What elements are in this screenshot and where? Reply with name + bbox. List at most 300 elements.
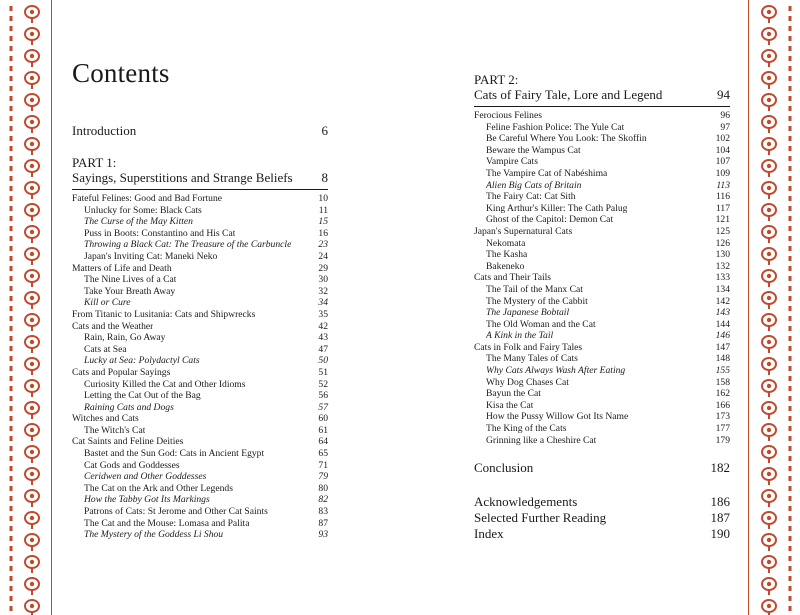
toc-subentry[interactable] [474, 261, 730, 273]
border-dash [10, 176, 13, 181]
border-dash [10, 456, 13, 461]
toc-entry-label: Cats and the Weather [72, 320, 154, 332]
toc-subentry[interactable] [474, 296, 730, 308]
border-dash [10, 256, 13, 261]
border-dash [789, 386, 792, 391]
border-dash [789, 486, 792, 491]
eye-motif [25, 446, 39, 463]
border-dash [789, 126, 792, 131]
part2-title-row[interactable] [474, 87, 730, 107]
eye-motif [762, 226, 776, 243]
eye-motif [25, 182, 39, 199]
border-dash [789, 286, 792, 291]
eye-motif-pattern-left [0, 0, 52, 615]
toc-entry-label: Grinning like a Cheshire Cat [486, 434, 597, 446]
eye-motif [25, 402, 39, 419]
toc-subentry[interactable] [72, 518, 328, 530]
toc-entry-label: The Mystery of the Goddess Li Shou [84, 529, 224, 541]
toc-section-entry[interactable] [474, 342, 730, 354]
border-dash [10, 266, 13, 271]
eye-motif [762, 424, 776, 441]
toc-section-entry[interactable] [474, 110, 730, 122]
toc-subentry[interactable] [474, 319, 730, 331]
eye-motif [25, 94, 39, 111]
eye-motif [762, 512, 776, 529]
toc-subentry[interactable] [474, 330, 730, 342]
border-dash [10, 376, 13, 381]
toc-entry-page: 143 [715, 307, 730, 319]
border-dash [10, 156, 13, 161]
eye-motif [25, 578, 39, 595]
toc-entry-label: Puss in Boots: Constantino and His Cat [84, 227, 236, 239]
toc-subentry[interactable] [72, 251, 328, 263]
toc-entry-label: Why Dog Chases Cat [486, 376, 569, 388]
border-dash [789, 136, 792, 141]
toc-subentry[interactable] [474, 423, 730, 435]
eye-motif [25, 204, 39, 221]
part2-title: Cats of Fairy Tale, Lore and Legend [474, 87, 663, 102]
border-dash [10, 306, 13, 311]
toc-entry-page: 6 [321, 123, 328, 138]
border-dash [789, 106, 792, 111]
border-dash [10, 556, 13, 561]
toc-entry-label: The Old Woman and the Cat [486, 318, 596, 330]
toc-entry-page: 56 [318, 390, 328, 402]
part1-title: Sayings, Superstitions and Strange Beliefs [72, 170, 293, 185]
border-dash [789, 326, 792, 331]
border-dash [10, 356, 13, 361]
border-dash [10, 46, 13, 51]
border-dash [789, 426, 792, 431]
toc-entry-label: Patrons of Cats: St Jerome and Other Cat Saints [84, 506, 268, 518]
eye-motif [762, 402, 776, 419]
border-dash [10, 86, 13, 91]
border-dash [789, 316, 792, 321]
border-dash [789, 96, 792, 101]
toc-section-entry[interactable] [72, 309, 328, 321]
eye-motif [25, 512, 39, 529]
toc-subentry[interactable] [72, 506, 328, 518]
part1-heading [72, 155, 328, 190]
toc-subentry[interactable] [72, 494, 328, 506]
toc-entry-label: Japan's Inviting Cat: Maneki Neko [84, 250, 218, 262]
toc-subentry[interactable] [72, 228, 328, 240]
toc-section-entry[interactable] [72, 193, 328, 205]
border-dash [10, 566, 13, 571]
border-dash [789, 276, 792, 281]
eye-motif [762, 72, 776, 89]
eye-motif [762, 270, 776, 287]
eye-motif [25, 556, 39, 573]
border-dash [789, 146, 792, 151]
toc-entry-label: Cats and Popular Sayings [72, 366, 171, 378]
toc-entry-page: 166 [715, 399, 730, 411]
border-dash [789, 206, 792, 211]
border-dash [789, 356, 792, 361]
backmatter-list [474, 494, 730, 542]
toc-entry-page: 142 [715, 295, 730, 307]
toc-entry-label: Why Cats Always Wash After Eating [486, 365, 626, 377]
eye-motif [25, 116, 39, 133]
toc-subentry[interactable] [474, 377, 730, 389]
toc-entry-page: 126 [715, 237, 730, 249]
toc-entry-label: From Titanic to Lusitania: Cats and Shipwrecks [72, 308, 256, 320]
toc-section-entry[interactable] [474, 272, 730, 284]
toc-subentry[interactable] [72, 286, 328, 298]
border-dash [789, 46, 792, 51]
toc-subentry[interactable] [72, 274, 328, 286]
toc-entry-page: 29 [318, 262, 328, 274]
toc-entry-label: The Curse of the May Kitten [84, 216, 193, 228]
toc-entry-page: 15 [318, 216, 328, 228]
border-dash [789, 346, 792, 351]
border-dash [10, 136, 13, 141]
toc-subentry[interactable] [72, 460, 328, 472]
toc-entry-label: Raining Cats and Dogs [84, 401, 174, 413]
eye-motif [25, 6, 39, 23]
toc-entry-label: The Nine Lives of a Cat [84, 274, 177, 286]
eye-motif [25, 380, 39, 397]
border-dash [10, 536, 13, 541]
border-dash [10, 406, 13, 411]
border-dash [789, 246, 792, 251]
border-dash [10, 186, 13, 191]
toc-entry-label: Matters of Life and Death [72, 262, 172, 274]
border-dash [789, 296, 792, 301]
toc-subentry[interactable] [474, 388, 730, 400]
border-dash [789, 236, 792, 241]
border-dash [789, 466, 792, 471]
toc-entry-page: 155 [715, 365, 730, 377]
toc-entry-page: 50 [318, 355, 328, 367]
border-dash [789, 156, 792, 161]
border-dash [10, 26, 13, 31]
border-dash [789, 416, 792, 421]
border-dash [10, 106, 13, 111]
eye-motif [25, 600, 39, 615]
toc-entry-label: The Witch's Cat [84, 424, 146, 436]
toc-entry-label: Throwing a Black Cat: The Treasure of the Carbuncle [84, 239, 292, 251]
eye-motif [762, 446, 776, 463]
border-dash [10, 36, 13, 41]
border-dash [789, 116, 792, 121]
toc-entry-label: Cat Gods and Goddesses [84, 459, 180, 471]
toc-entry-label: The Many Tales of Cats [486, 353, 578, 365]
border-dash [789, 476, 792, 481]
eye-motif [25, 28, 39, 45]
toc-entry-page: 121 [715, 214, 730, 226]
border-dash [789, 166, 792, 171]
toc-subentry[interactable] [72, 471, 328, 483]
toc-entry-page: 51 [318, 366, 328, 378]
border-dash [10, 166, 13, 171]
border-dash [10, 116, 13, 121]
eye-motif [762, 578, 776, 595]
border-dash [10, 216, 13, 221]
border-dash [789, 376, 792, 381]
toc-entry-page: 83 [318, 506, 328, 518]
border-dash [789, 186, 792, 191]
toc-entry-page: 64 [318, 436, 328, 448]
eye-motif [762, 556, 776, 573]
toc-subentry[interactable] [474, 180, 730, 192]
toc-subentry[interactable] [72, 379, 328, 391]
toc-entry-page: 187 [710, 510, 730, 526]
toc-subentry[interactable] [72, 402, 328, 414]
toc-subentry[interactable] [72, 425, 328, 437]
border-dash [10, 276, 13, 281]
toc-conclusion-entry[interactable] [474, 460, 730, 476]
toc-subentry[interactable] [474, 365, 730, 377]
part2-label: PART 2: [474, 72, 519, 87]
toc-backmatter-entry[interactable] [474, 510, 730, 526]
part1-title-row[interactable] [72, 170, 328, 190]
border-dash [10, 596, 13, 601]
border-dash [10, 96, 13, 101]
border-dash [789, 596, 792, 601]
toc-entry-label: Kill or Cure [84, 297, 131, 309]
toc-subentry[interactable] [72, 205, 328, 217]
border-dash [789, 406, 792, 411]
toc-entry-label: Curiosity Killed the Cat and Other Idioms [84, 378, 246, 390]
toc-subentry[interactable] [474, 400, 730, 412]
eye-motif [762, 336, 776, 353]
toc-entry-label: Fateful Felines: Good and Bad Fortune [72, 193, 223, 204]
border-dash [10, 466, 13, 471]
toc-entry-label: Conclusion [474, 460, 534, 476]
eye-motif [762, 380, 776, 397]
toc-entry-page: 47 [318, 343, 328, 355]
toc-entry-page: 104 [715, 144, 730, 156]
border-dash [789, 456, 792, 461]
border-dash [789, 576, 792, 581]
eye-motif [25, 50, 39, 67]
eye-motif [762, 94, 776, 111]
toc-entry-label: Take Your Breath Away [84, 285, 176, 297]
border-dash [789, 6, 792, 11]
eye-motif-pattern-right [749, 0, 800, 615]
toc-entry-page: 80 [318, 482, 328, 494]
toc-entry-label: Beware the Wampus Cat [486, 144, 581, 156]
toc-section-entry[interactable] [72, 321, 328, 333]
border-dash [789, 196, 792, 201]
border-dash [10, 486, 13, 491]
toc-entry-label: Nekomata [486, 237, 526, 249]
border-dash [789, 366, 792, 371]
toc-entry-label: Rain, Rain, Go Away [84, 332, 166, 344]
toc-section-entry[interactable] [474, 226, 730, 238]
toc-subentry[interactable] [72, 448, 328, 460]
toc-subentry[interactable] [72, 483, 328, 495]
toc-entry-page: 146 [715, 330, 730, 342]
eye-motif [25, 314, 39, 331]
toc-subentry[interactable] [474, 238, 730, 250]
toc-entry-page: 109 [715, 167, 730, 179]
toc-subentry[interactable] [474, 249, 730, 261]
toc-entry-label: Cats in Folk and Fairy Tales [474, 341, 583, 353]
toc-entry-page: 144 [715, 318, 730, 330]
toc-entry-label: The Cat on the Ark and Other Legends [84, 482, 233, 494]
toc-entry-page: 97 [720, 121, 730, 133]
toc-subentry[interactable] [474, 214, 730, 226]
toc-entry-page: 113 [716, 179, 730, 191]
eye-motif [25, 248, 39, 265]
toc-intro-entry[interactable] [72, 123, 328, 139]
toc-subentry[interactable] [72, 297, 328, 309]
toc-subentry[interactable] [474, 307, 730, 319]
toc-subentry[interactable] [474, 203, 730, 215]
eye-motif [25, 490, 39, 507]
toc-subentry[interactable] [474, 156, 730, 168]
border-dash [10, 6, 13, 11]
toc-entry-page: 32 [318, 285, 328, 297]
toc-entry-page: 177 [715, 423, 730, 435]
border-dash [10, 436, 13, 441]
toc-entry-page: 102 [715, 133, 730, 145]
border-dash [789, 556, 792, 561]
eye-motif [25, 226, 39, 243]
toc-entry-label: The Kasha [486, 249, 528, 261]
border-dash [789, 446, 792, 451]
toc-subentry[interactable] [72, 529, 328, 541]
toc-subentry[interactable] [474, 122, 730, 134]
toc-entry-label: Ghost of the Capitol: Demon Cat [486, 214, 614, 226]
eye-motif [762, 248, 776, 265]
toc-entry-label: Index [474, 526, 504, 542]
border-dash [789, 436, 792, 441]
toc-subentry[interactable] [474, 168, 730, 180]
toc-subentry[interactable] [474, 284, 730, 296]
border-dash [789, 336, 792, 341]
eye-motif [25, 336, 39, 353]
border-dash [10, 246, 13, 251]
toc-entry-label: Be Careful Where You Look: The Skoffin [486, 133, 647, 145]
toc-entry-label: The King of the Cats [486, 423, 567, 435]
toc-entry-page: 82 [318, 494, 328, 506]
toc-subentry[interactable] [72, 239, 328, 251]
toc-entry-label: Cats at Sea [84, 343, 127, 355]
border-dash [10, 516, 13, 521]
border-dash [10, 336, 13, 341]
border-dash [789, 226, 792, 231]
part2-entry-list [474, 110, 730, 446]
toc-subentry[interactable] [474, 411, 730, 423]
border-dash [10, 586, 13, 591]
border-dash [10, 316, 13, 321]
toc-entry-page: 117 [715, 202, 730, 214]
border-dash [10, 576, 13, 581]
eye-motif [762, 468, 776, 485]
toc-entry-label: Japan's Supernatural Cats [474, 225, 573, 237]
eye-motif [25, 72, 39, 89]
border-dash [789, 56, 792, 61]
border-dash [10, 606, 13, 611]
toc-section-entry[interactable] [72, 367, 328, 379]
toc-subentry[interactable] [72, 344, 328, 356]
border-dash [10, 56, 13, 61]
toc-entry-label: Lucky at Sea: Polydactyl Cats [84, 355, 200, 367]
toc-entry-page: 148 [715, 353, 730, 365]
toc-section-entry[interactable] [72, 263, 328, 275]
toc-entry-page: 87 [318, 517, 328, 529]
toc-entry-label: The Fairy Cat: Cat Sith [486, 191, 576, 203]
border-dash [10, 416, 13, 421]
border-dash [789, 516, 792, 521]
toc-subentry[interactable] [474, 133, 730, 145]
eye-motif [762, 50, 776, 67]
part1-entry-list [72, 193, 328, 541]
toc-section-entry[interactable] [72, 436, 328, 448]
toc-section-entry[interactable] [72, 413, 328, 425]
toc-entry-label: Letting the Cat Out of the Bag [84, 390, 201, 402]
border-dash [10, 366, 13, 371]
toc-subentry[interactable] [474, 145, 730, 157]
border-dash [10, 526, 13, 531]
border-dash [789, 536, 792, 541]
toc-entry-label: Ferocious Felines [474, 110, 542, 121]
toc-subentry[interactable] [72, 332, 328, 344]
toc-subentry[interactable] [72, 355, 328, 367]
toc-entry-label: Unlucky for Some: Black Cats [84, 204, 202, 216]
toc-entry-page: 96 [720, 110, 730, 121]
part1-page: 8 [321, 170, 328, 185]
toc-entry-label: Vampire Cats [486, 156, 538, 168]
eye-motif [25, 358, 39, 375]
toc-entry-label: The Tail of the Manx Cat [486, 283, 583, 295]
page-title: Contents [72, 58, 170, 88]
border-dash [789, 306, 792, 311]
toc-subentry[interactable] [474, 191, 730, 203]
toc-entry-label: Selected Further Reading [474, 510, 607, 526]
border-dash [10, 146, 13, 151]
toc-entry-page: 93 [318, 529, 328, 541]
border-dash [10, 346, 13, 351]
border-dash [789, 66, 792, 71]
eye-motif [25, 160, 39, 177]
border-dash [10, 446, 13, 451]
eye-motif [762, 358, 776, 375]
toc-backmatter-entry[interactable] [474, 494, 730, 510]
border-dash [10, 66, 13, 71]
toc-entry-label: How the Pussy Willow Got Its Name [486, 411, 629, 423]
border-dash [789, 496, 792, 501]
toc-entry-page: 162 [715, 388, 730, 400]
eye-motif [25, 270, 39, 287]
toc-subentry[interactable] [72, 390, 328, 402]
toc-entry-label: The Japanese Bobtail [486, 307, 570, 319]
toc-backmatter-entry[interactable] [474, 526, 730, 542]
part1-label: PART 1: [72, 155, 117, 170]
border-dash [10, 16, 13, 21]
toc-subentry[interactable] [474, 353, 730, 365]
toc-subentry[interactable] [474, 435, 730, 447]
border-dash [789, 216, 792, 221]
eye-motif [762, 204, 776, 221]
border-dash [789, 586, 792, 591]
border-dash [10, 196, 13, 201]
eye-motif [762, 160, 776, 177]
eye-motif [762, 292, 776, 309]
toc-entry-page: 35 [318, 308, 328, 320]
toc-entry-page: 130 [715, 249, 730, 261]
toc-entry-page: 133 [715, 272, 730, 284]
toc-entry-page: 57 [318, 401, 328, 413]
toc-subentry[interactable] [72, 216, 328, 228]
eye-motif [25, 468, 39, 485]
border-dash [10, 206, 13, 211]
toc-entry-label: The Vampire Cat of Nabéshima [486, 167, 608, 179]
toc-entry-page: 61 [318, 424, 328, 436]
